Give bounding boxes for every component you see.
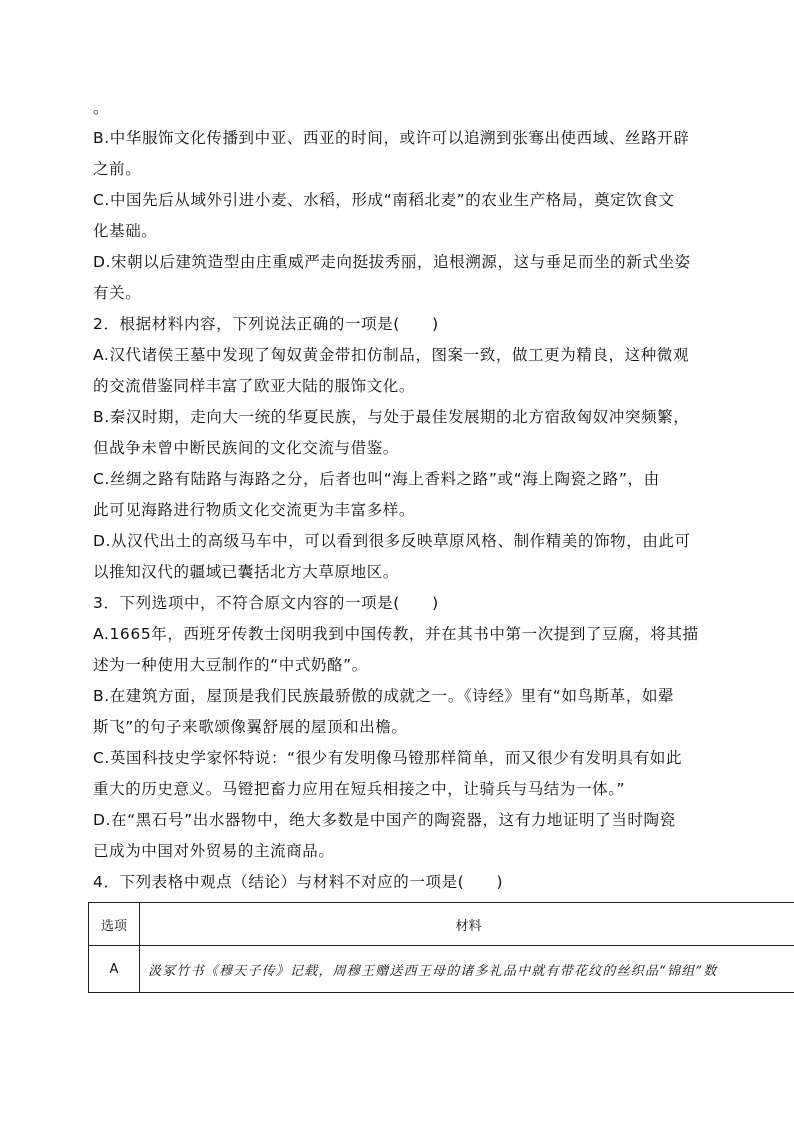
text-line: C.丝绸之路有陆路与海路之分，后者也叫“海上香料之路”或“海上陶瓷之路”，由	[93, 470, 660, 488]
text-line: D.宋朝以后建筑造型由庄重威严走向挺拔秀丽，追根溯源，这与垂足而坐的新式坐姿	[93, 253, 691, 271]
text-line: 2．根据材料内容，下列说法正确的一项是( )	[93, 315, 439, 333]
text-line: 以推知汉代的疆域已囊括北方大草原地区。	[93, 563, 399, 581]
text-line: D.在“黑石号”出水器物中，绝大多数是中国产的陶瓷器，这有力地证明了当时陶瓷	[93, 811, 676, 829]
table-row	[89, 946, 794, 993]
text-line: 4．下列表格中观点（结论）与材料不对应的一项是( )	[93, 873, 504, 891]
text-line: 但战争未曾中断民族间的文化交流与借鉴。	[93, 439, 399, 457]
text-line: B.中华服饰文化传播到中亚、西亚的时间，或许可以追溯到张骞出使西域、丝路开辟	[93, 129, 690, 147]
header-option: 选项	[89, 903, 140, 946]
text-line: 化基础。	[93, 222, 158, 240]
text-line: 之前。	[93, 160, 142, 178]
text-line: B.秦汉时期，走向大一统的华夏民族，与处于最佳发展期的北方宿敌匈奴冲突频繁，	[93, 408, 690, 426]
text-line: 的交流借鉴同样丰富了欧亚大陆的服饰文化。	[93, 377, 416, 395]
row-material: 汲冢竹书《穆天子传》记载，周穆王赠送西王母的诸多礼品中就有带花纹的丝织品“锦组”数	[140, 946, 794, 993]
text-line: C.英国科技史学家怀特说：“很少有发明像马镫那样简单，而又很少有发明具有如此	[93, 749, 683, 767]
text-line: D.从汉代出土的高级马车中，可以看到很多反映草原风格、制作精美的饰物，由此可	[93, 532, 691, 550]
header-material: 材料	[140, 903, 794, 946]
text-line: C.中国先后从域外引进小麦、水稻，形成“南稻北麦”的农业生产格局，奠定饮食文	[93, 191, 675, 209]
text-line: 3．下列选项中，不符合原文内容的一项是( )	[93, 594, 439, 612]
text-line: 已成为中国对外贸易的主流商品。	[93, 842, 335, 860]
text-line: 此可见海路进行物质文化交流更为丰富多样。	[93, 501, 416, 519]
options-table	[88, 902, 794, 993]
text-line: 重大的历史意义。马镫把畜力应用在短兵相接之中，让骑兵与马结为一体。”	[93, 780, 626, 798]
text-line: A.汉代诸侯王墓中发现了匈奴黄金带扣仿制品，图案一致，做工更为精良，这种微观	[93, 346, 690, 364]
text-line: 斯飞”的句子来歌颂像翼舒展的屋顶和出檐。	[93, 718, 408, 736]
text-line: B.在建筑方面，屋顶是我们民族最骄傲的成就之一。《诗经》里有“如鸟斯革，如翚	[93, 687, 675, 705]
text-line: 。	[93, 99, 110, 117]
text-line: A.1665年，西班牙传教士闵明我到中国传教，并在其书中第一次提到了豆腐，将其描	[93, 625, 699, 643]
text-line: 有关。	[93, 284, 142, 302]
text-line: 述为一种使用大豆制作的“中式奶酪”。	[93, 656, 368, 674]
row-option: A	[89, 946, 140, 993]
table-header-row	[89, 903, 794, 946]
